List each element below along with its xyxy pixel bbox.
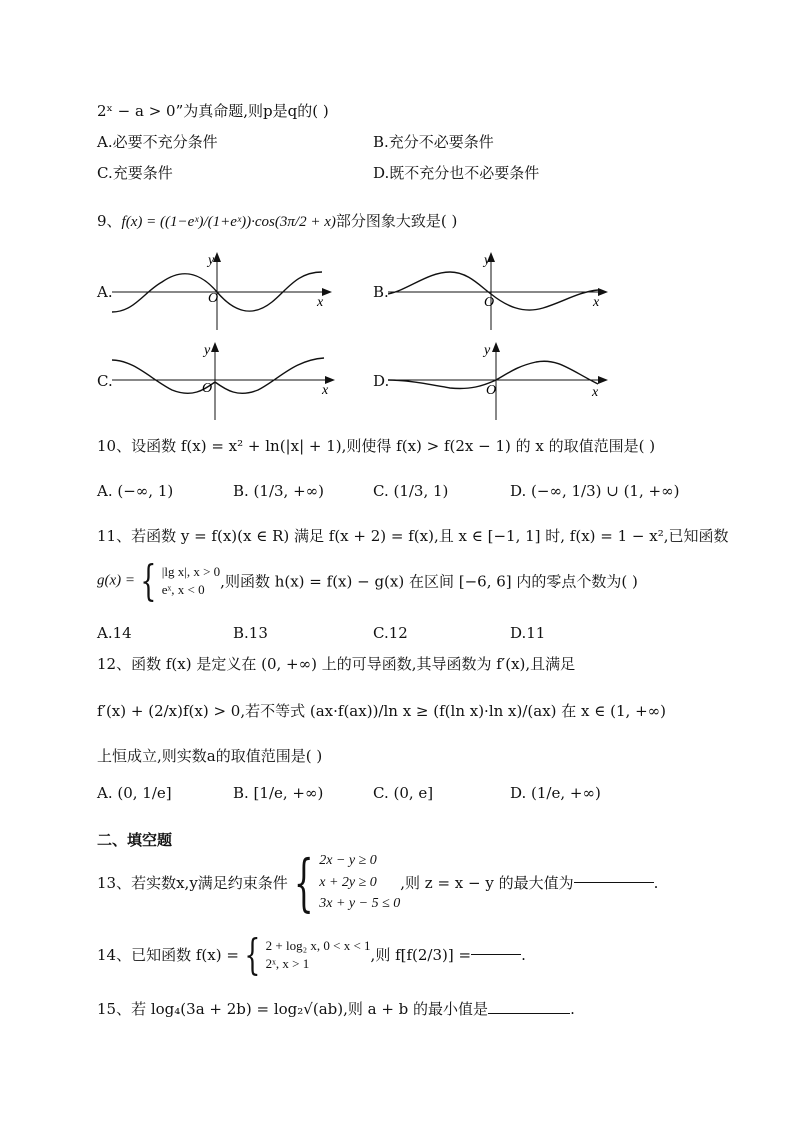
q11-g-cases <box>162 563 220 598</box>
q11-option-c[interactable]: C.12 <box>373 624 408 642</box>
q11-g-case1: |lg x|, x > 0 <box>161 564 221 580</box>
q15-text: 15、若 log₄(3a + 2b) = log₂√(ab),则 a + b 的最小值是 <box>97 1000 489 1018</box>
q12-option-a[interactable]: A. (0, 1/e] <box>97 784 172 802</box>
q9-d-y: y <box>484 343 491 358</box>
q13-period: . <box>653 873 659 892</box>
q15-answer-blank[interactable] <box>488 1013 570 1014</box>
q14-cases <box>266 937 371 972</box>
q13-line <box>97 845 659 919</box>
q9-option-a-label[interactable]: A. <box>97 283 113 301</box>
q9-option-c-label[interactable]: C. <box>97 372 113 390</box>
q9-option-b-label[interactable]: B. <box>373 283 389 301</box>
q11-line2-tail: ,则函数 h(x) = f(x) − g(x) 在区间 [−6, 6] 内的零点个数为( ) <box>220 572 638 591</box>
q8-option-a[interactable]: A.必要不充分条件 <box>97 133 218 151</box>
q9-graph-a <box>112 250 334 330</box>
q14-brace: { <box>244 930 261 979</box>
q15-line <box>97 998 575 1019</box>
q9-d-origin: O <box>486 383 497 398</box>
q15-period: . <box>570 1000 575 1018</box>
q13-c1: 2x − y ≥ 0 <box>319 853 377 868</box>
q9-b-y: y <box>484 253 491 268</box>
q8-stem-tail: 2ˣ − a > 0”为真命题,则p是q的( ) <box>97 102 329 120</box>
q9-d-x: x <box>592 385 599 400</box>
q9-b-origin: O <box>484 295 495 310</box>
q8-option-d[interactable]: D.既不充分也不必要条件 <box>373 164 540 182</box>
q9-c-y: y <box>204 343 211 358</box>
q14-prefix: 14、已知函数 f(x) = <box>97 946 239 965</box>
q11-brace: { <box>140 556 157 605</box>
q12-line1: 12、函数 f(x) 是定义在 (0, +∞) 上的可导函数,其导函数为 f′(x),且满足 <box>97 655 576 673</box>
q13-constraints <box>319 850 400 915</box>
q12-option-c[interactable]: C. (0, e] <box>373 784 434 802</box>
q9-formula: f(x) = ((1−eˣ)/(1+eˣ))·cos(3π/2 + x) <box>121 214 336 230</box>
q11-option-b[interactable]: B.13 <box>233 624 268 642</box>
q11-option-a[interactable]: A.14 <box>97 624 132 642</box>
q14-case1: 2 + log₂ x, 0 < x < 1 <box>265 938 371 954</box>
q9-b-x: x <box>593 295 600 310</box>
q11-line1: 11、若函数 y = f(x)(x ∈ R) 满足 f(x + 2) = f(x),且 x ∈ [−1, 1] 时, f(x) = 1 − x²,已知函数 <box>97 527 729 545</box>
q9-number: 9、 <box>97 212 122 230</box>
section-title: 二、填空题 <box>97 831 173 849</box>
q9-c-x: x <box>322 383 329 398</box>
q9-stem <box>97 210 457 231</box>
q9-tail: 部分图象大致是( ) <box>335 212 458 230</box>
q10-option-b[interactable]: B. (1/3, +∞) <box>233 482 325 500</box>
q11-g-case2: eˣ, x < 0 <box>161 581 205 597</box>
q9-c-origin: O <box>202 381 213 396</box>
q14-line <box>97 930 526 979</box>
q12-option-d[interactable]: D. (1/e, +∞) <box>510 784 601 802</box>
q9-graph-b <box>388 250 610 330</box>
q9-a-y: y <box>208 253 215 268</box>
q14-answer-blank[interactable] <box>471 954 521 955</box>
q9-a-x: x <box>317 295 324 310</box>
q14-tail: ,则 f[f(2/3)] = <box>370 946 472 965</box>
q13-c2: x + 2y ≥ 0 <box>319 874 377 890</box>
q9-graph-c <box>112 340 337 420</box>
q13-tail: ,则 z = x − y 的最大值为 <box>400 874 574 893</box>
q13-c3: 3x + y − 5 ≤ 0 <box>319 896 401 912</box>
q8-option-c[interactable]: C.充要条件 <box>97 164 173 182</box>
q12-line2: f′(x) + (2/x)f(x) > 0,若不等式 (ax·f(ax))/ln x ≥ (f(ln x)·ln x)/(ax) 在 x ∈ (1, +∞) <box>97 702 667 720</box>
q10-option-c[interactable]: C. (1/3, 1) <box>373 482 449 500</box>
q11-option-d[interactable]: D.11 <box>510 624 546 642</box>
q10-option-d[interactable]: D. (−∞, 1/3) ∪ (1, +∞) <box>510 482 680 500</box>
q12-option-b[interactable]: B. [1/e, +∞) <box>233 784 324 802</box>
q9-option-d-label[interactable]: D. <box>373 372 390 390</box>
q13-prefix: 13、若实数x,y满足约束条件 <box>97 874 288 893</box>
q9-a-origin: O <box>208 291 219 306</box>
q14-period: . <box>521 945 526 964</box>
q11-g-prefix: g(x) = <box>97 572 136 589</box>
q10-option-a[interactable]: A. (−∞, 1) <box>97 482 174 500</box>
q12-line3: 上恒成立,则实数a的取值范围是( ) <box>97 747 323 765</box>
q14-case2: 2ˣ, x > 1 <box>265 955 310 971</box>
q8-option-b[interactable]: B.充分不必要条件 <box>373 133 494 151</box>
q10-stem: 10、设函数 f(x) = x² + ln(|x| + 1),则使得 f(x) > f(2x − 1) 的 x 的取值范围是( ) <box>97 437 656 455</box>
q11-line2 <box>97 556 638 605</box>
q13-brace: { <box>293 845 314 919</box>
q9-graph-d <box>388 340 610 420</box>
q13-answer-blank[interactable] <box>574 882 654 883</box>
